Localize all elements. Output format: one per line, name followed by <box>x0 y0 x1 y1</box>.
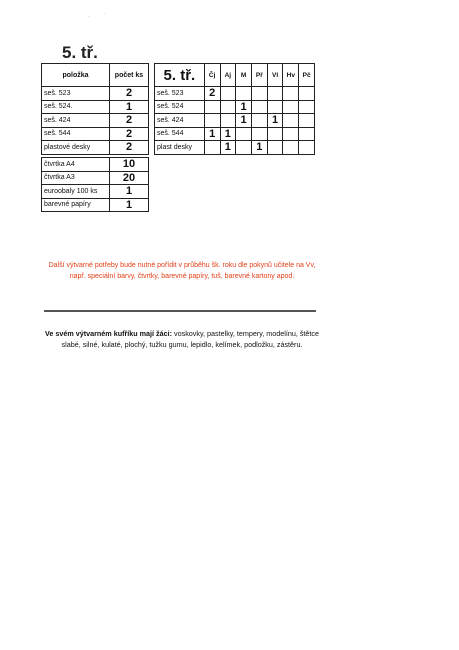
divider <box>44 310 316 312</box>
table-row <box>42 114 149 128</box>
subject-count <box>283 141 299 155</box>
item-quantity: 2 <box>110 87 149 101</box>
item-name: seš. 544 <box>42 127 110 141</box>
subject-count <box>283 114 299 128</box>
table-row <box>42 127 149 141</box>
item-name: čtvrtka A4 <box>42 158 110 172</box>
subject-count <box>251 114 267 128</box>
item-quantity: 10 <box>110 158 149 172</box>
class-heading: 5. tř. <box>62 43 98 62</box>
item-quantity: 2 <box>110 127 149 141</box>
subject-count <box>299 87 315 101</box>
subject-count: 1 <box>236 114 252 128</box>
subject-count: 1 <box>204 127 220 141</box>
art-case-note <box>44 328 320 350</box>
subject-count <box>267 127 283 141</box>
subject-header: Aj <box>220 64 236 87</box>
subject-count: 1 <box>220 141 236 155</box>
table-row <box>42 185 149 199</box>
item-name: seš. 523 <box>155 87 205 101</box>
item-name: plastové desky <box>42 141 110 155</box>
subject-allocation-table <box>154 63 315 155</box>
table-row <box>42 171 149 185</box>
subject-count <box>267 141 283 155</box>
subject-count: 1 <box>267 114 283 128</box>
column-header-count: počet ks <box>110 64 149 87</box>
subject-count <box>236 127 252 141</box>
art-case-note-items: voskovky, pastelky, tempery, modelínu, štětce slabé, silné, kulaté, plochý, tužku gumu, lepidlo, kelímek, podložku, zástěru. <box>61 329 320 349</box>
subject-header: Vl <box>267 64 283 87</box>
subject-count <box>299 100 315 114</box>
supplies-table <box>41 63 149 155</box>
item-quantity: 2 <box>110 141 149 155</box>
subject-count: 1 <box>251 141 267 155</box>
item-name: barevné papíry <box>42 198 110 212</box>
item-quantity: 1 <box>110 100 149 114</box>
subject-count <box>283 87 299 101</box>
table-row <box>155 114 315 128</box>
item-name: seš. 544 <box>155 127 205 141</box>
subject-count <box>267 87 283 101</box>
subject-count <box>283 100 299 114</box>
item-name: seš. 524 <box>155 100 205 114</box>
subject-count <box>204 114 220 128</box>
table-row <box>42 100 149 114</box>
table-row <box>155 87 315 101</box>
item-name: seš. 524. <box>42 100 110 114</box>
item-name: seš. 424 <box>155 114 205 128</box>
item-quantity: 2 <box>110 114 149 128</box>
subject-header: Pč <box>299 64 315 87</box>
table-row <box>42 141 149 155</box>
subject-count <box>267 100 283 114</box>
subject-count <box>204 100 220 114</box>
additional-supplies-note: Další výtvarné potřeby bude nutné pořídit v průběhu šk. roku dle pokynů učitele na Vv, např. speciální barvy, čtvrtky, barevné papíry, tuš, barevné kartony apod. <box>48 262 316 280</box>
scan-specks: · ˙ <box>88 14 112 20</box>
subject-count <box>251 100 267 114</box>
subject-count <box>299 114 315 128</box>
subject-count <box>204 141 220 155</box>
subject-count <box>236 87 252 101</box>
table-row <box>42 87 149 101</box>
subject-count: 1 <box>236 100 252 114</box>
subject-count <box>283 127 299 141</box>
subject-count <box>251 87 267 101</box>
subject-header: Hv <box>283 64 299 87</box>
subject-count <box>220 100 236 114</box>
supplies-table-extra <box>41 157 149 212</box>
item-name: plast desky <box>155 141 205 155</box>
subject-header: Př <box>251 64 267 87</box>
subject-table-title: 5. tř. <box>155 64 205 87</box>
subject-count <box>299 141 315 155</box>
table-row <box>155 100 315 114</box>
subject-count: 2 <box>204 87 220 101</box>
item-name: čtvrtka A3 <box>42 171 110 185</box>
table-row <box>155 141 315 155</box>
table-row <box>155 127 315 141</box>
subject-header: Čj <box>204 64 220 87</box>
item-name: seš. 424 <box>42 114 110 128</box>
table-row <box>42 198 149 212</box>
subject-header: M <box>236 64 252 87</box>
item-quantity: 20 <box>110 171 149 185</box>
item-quantity: 1 <box>110 198 149 212</box>
subject-count <box>299 127 315 141</box>
subject-count: 1 <box>220 127 236 141</box>
table-row <box>42 158 149 172</box>
subject-count <box>220 87 236 101</box>
item-quantity: 1 <box>110 185 149 199</box>
art-case-note-lead: Ve svém výtvarném kufříku mají žáci: <box>44 329 173 338</box>
column-header-item: položka <box>42 64 110 87</box>
subject-count <box>220 114 236 128</box>
subject-count <box>251 127 267 141</box>
item-name: seš. 523 <box>42 87 110 101</box>
item-name: euroobaly 100 ks <box>42 185 110 199</box>
subject-count <box>236 141 252 155</box>
